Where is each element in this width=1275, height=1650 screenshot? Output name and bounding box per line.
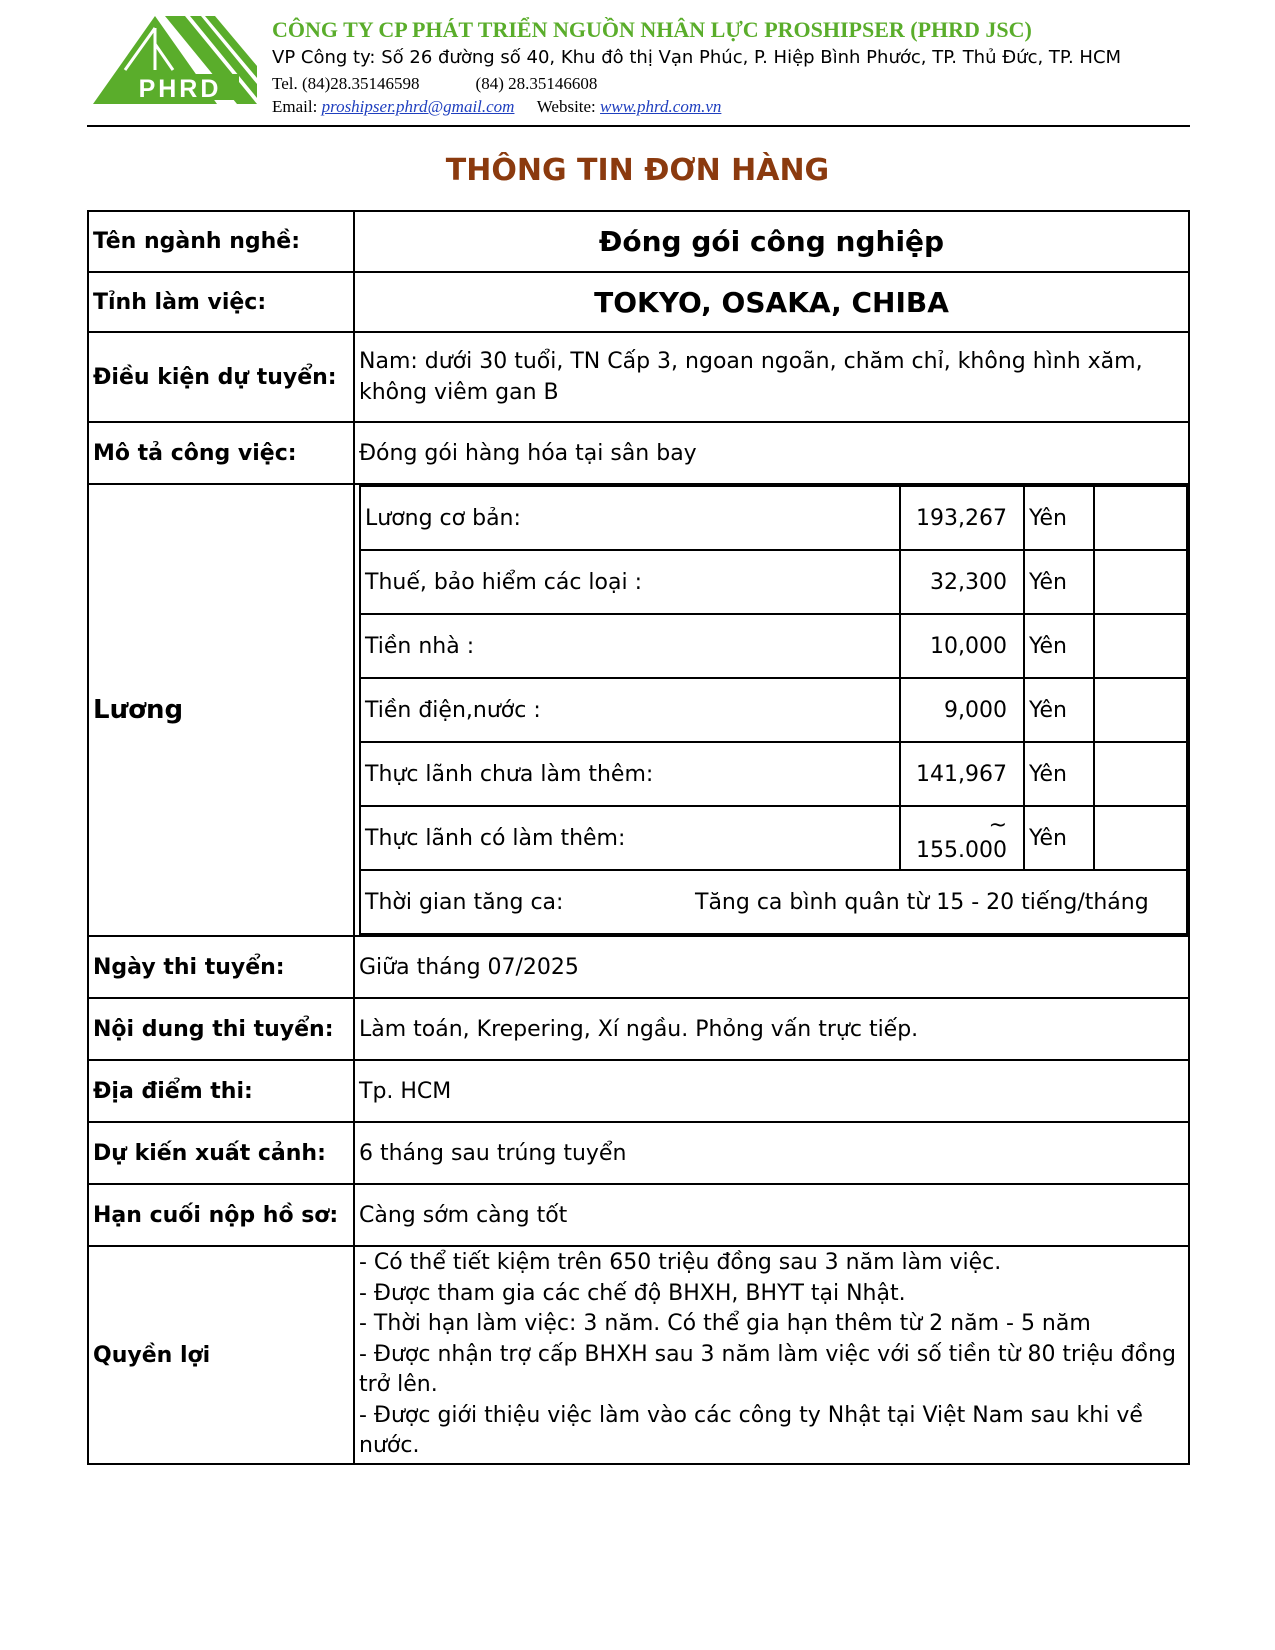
salary-item-amount: 193,267 — [900, 486, 1024, 550]
salary-item-amount: 10,000 — [900, 614, 1024, 678]
company-contacts — [272, 95, 1172, 118]
salary-item-amount: 141,967 — [900, 742, 1024, 806]
deadline-label: Hạn cuối nộp hồ sơ: — [88, 1184, 354, 1246]
benefit-item: - Được tham gia các chế độ BHXH, BHYT tại Nhật. — [359, 1280, 906, 1306]
salary-details — [354, 484, 1189, 936]
salary-item-unit: Yên — [1024, 678, 1094, 742]
phone-1: Tel. (84)28.35146598 — [272, 74, 420, 93]
exam-location-value: Tp. HCM — [354, 1060, 1189, 1122]
province-label: Tỉnh làm việc: — [88, 272, 354, 332]
salary-breakdown — [359, 485, 1188, 935]
requirements-label: Điều kiện dự tuyển: — [88, 332, 354, 422]
salary-item-label: Thuế, bảo hiểm các loại : — [360, 550, 900, 614]
salary-item-amount: ~ 155.000 — [900, 806, 1024, 870]
row-job-description — [88, 422, 1189, 484]
row-deadline — [88, 1184, 1189, 1246]
salary-item-amount: 9,000 — [900, 678, 1024, 742]
salary-item-amount: 32,300 — [900, 550, 1024, 614]
document-title: THÔNG TIN ĐƠN HÀNG — [445, 153, 830, 188]
benefits-list — [354, 1246, 1189, 1464]
departure-label: Dự kiến xuất cảnh: — [88, 1122, 354, 1184]
row-exam-content — [88, 998, 1189, 1060]
salary-item-unit: Yên — [1024, 614, 1094, 678]
requirements-value: Nam: dưới 30 tuổi, TN Cấp 3, ngoan ngoãn, chăm chỉ, không hình xăm, không viêm gan B — [354, 332, 1189, 422]
row-departure — [88, 1122, 1189, 1184]
exam-date-label: Ngày thi tuyển: — [88, 936, 354, 998]
salary-item — [360, 678, 1187, 742]
salary-item — [360, 742, 1187, 806]
salary-item-label: Lương cơ bản: — [360, 486, 900, 550]
salary-item-label: Tiền điện,nước : — [360, 678, 900, 742]
benefit-item: - Có thể tiết kiệm trên 650 triệu đồng sau 3 năm làm việc. — [359, 1250, 1002, 1276]
overtime-cell — [360, 870, 1187, 934]
logo-text: PHRD — [138, 75, 222, 103]
company-info — [272, 16, 1172, 118]
province-value: TOKYO, OSAKA, CHIBA — [354, 272, 1189, 332]
salary-item-label: Thực lãnh chưa làm thêm: — [360, 742, 900, 806]
exam-date-value: Giữa tháng 07/2025 — [354, 936, 1189, 998]
job-name-value: Đóng gói công nghiệp — [354, 211, 1189, 272]
job-description-label: Mô tả công việc: — [88, 422, 354, 484]
company-logo — [93, 16, 257, 110]
order-info-table — [87, 210, 1190, 1465]
overtime-row — [360, 870, 1187, 934]
overtime-label: Thời gian tăng ca: — [365, 889, 564, 915]
salary-item — [360, 486, 1187, 550]
deadline-value: Càng sớm càng tốt — [354, 1184, 1189, 1246]
row-benefits — [88, 1246, 1189, 1464]
company-name: CÔNG TY CP PHÁT TRIỂN NGUỒN NHÂN LỰC PROSHIPSER (PHRD JSC) — [272, 17, 1032, 42]
salary-item — [360, 550, 1187, 614]
company-phones — [272, 72, 1172, 95]
salary-label: Lương — [88, 484, 354, 936]
phone-2: (84) 28.35146608 — [475, 74, 598, 93]
exam-content-value: Làm toán, Krepering, Xí ngầu. Phỏng vấn trực tiếp. — [354, 998, 1189, 1060]
exam-content-label: Nội dung thi tuyển: — [88, 998, 354, 1060]
salary-item — [360, 806, 1187, 870]
email-link[interactable]: proshipser.phrd@gmail.com — [321, 97, 515, 116]
email-label: Email: — [272, 97, 318, 116]
salary-item-unit: Yên — [1024, 742, 1094, 806]
header-divider — [87, 125, 1190, 127]
exam-location-label: Địa điểm thi: — [88, 1060, 354, 1122]
row-requirements — [88, 332, 1189, 422]
salary-item — [360, 614, 1187, 678]
row-salary — [88, 484, 1189, 936]
job-name-label: Tên ngành nghề: — [88, 211, 354, 272]
company-address: VP Công ty: Số 26 đường số 40, Khu đô thị Vạn Phúc, P. Hiệp Bình Phước, TP. Thủ Đức, TP. HCM — [272, 47, 1122, 68]
website-label: Website: — [536, 97, 596, 116]
benefit-item: - Được nhận trợ cấp BHXH sau 3 năm làm việc với số tiền từ 80 triệu đồng trở lên. — [359, 1341, 1177, 1398]
row-job-name — [88, 211, 1189, 272]
salary-item-unit: Yên — [1024, 806, 1094, 870]
job-description-value: Đóng gói hàng hóa tại sân bay — [354, 422, 1189, 484]
benefit-item: - Thời hạn làm việc: 3 năm. Có thể gia hạn thêm từ 2 năm - 5 năm — [359, 1311, 1091, 1337]
website-link[interactable]: www.phrd.com.vn — [600, 97, 722, 116]
salary-item-unit: Yên — [1024, 550, 1094, 614]
row-exam-date — [88, 936, 1189, 998]
row-province — [88, 272, 1189, 332]
salary-item-label: Tiền nhà : — [360, 614, 900, 678]
overtime-value: Tăng ca bình quân từ 15 - 20 tiếng/tháng — [695, 889, 1149, 915]
row-exam-location — [88, 1060, 1189, 1122]
salary-item-label: Thực lãnh có làm thêm: — [360, 806, 900, 870]
benefit-item: - Được giới thiệu việc làm vào các công ty Nhật tại Việt Nam sau khi về nước. — [359, 1402, 1143, 1459]
benefits-label: Quyền lợi — [88, 1246, 354, 1464]
departure-value: 6 tháng sau trúng tuyển — [354, 1122, 1189, 1184]
salary-item-unit: Yên — [1024, 486, 1094, 550]
